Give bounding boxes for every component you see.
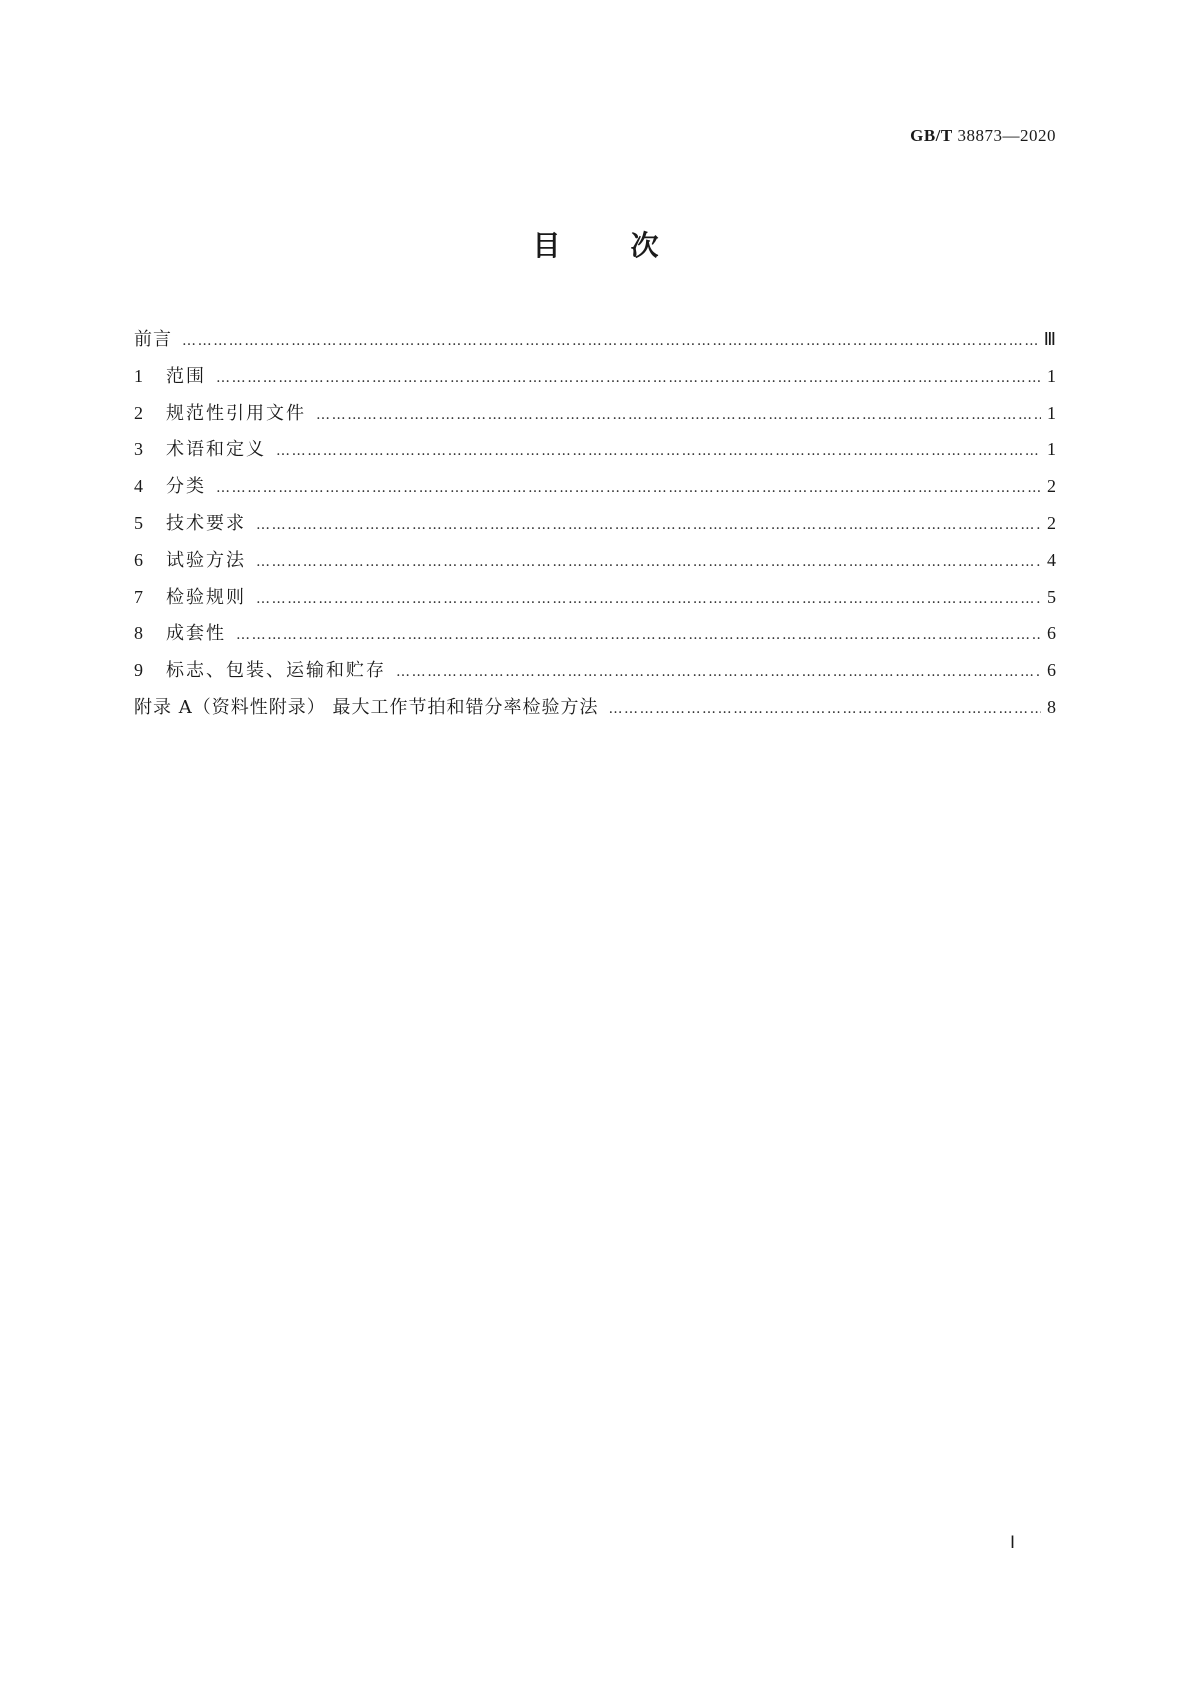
toc-entry-label: 术语和定义 [166, 439, 266, 461]
toc-entry-page: 6 [1047, 623, 1056, 644]
toc-entry-number: 8 [134, 623, 143, 644]
toc-entry-page: 6 [1047, 660, 1056, 681]
toc-entry-label: 成套性 [166, 623, 226, 645]
toc-entry-inspection-rules[interactable] [134, 583, 1056, 620]
standard-code-number: 38873—2020 [957, 126, 1056, 145]
toc-entry-number: 1 [134, 365, 143, 386]
toc-leader [236, 627, 1041, 643]
toc-entry-label: 规范性引用文件 [166, 402, 306, 424]
toc-entry-number: 5 [134, 512, 143, 533]
toc-entry-completeness[interactable] [134, 619, 1056, 656]
toc-entry-label: 标志、包装、运输和贮存 [166, 660, 386, 682]
toc-leader [256, 591, 1041, 607]
toc-entry-number: 4 [134, 476, 143, 497]
toc-entry-label: 技术要求 [166, 512, 246, 534]
toc-leader [182, 333, 1038, 349]
toc-leader [216, 370, 1041, 386]
toc-entry-label: 前言 [134, 329, 172, 350]
toc-entry-number: 3 [134, 439, 143, 460]
toc-entry-label: 检验规则 [166, 586, 246, 608]
toc-entry-number: 2 [134, 402, 143, 423]
toc-entry-normative-references[interactable] [134, 399, 1056, 436]
toc-leader [276, 443, 1041, 459]
page-title [0, 224, 1191, 264]
title-char-2: 次 [630, 229, 659, 262]
toc-entry-scope[interactable] [134, 362, 1056, 399]
toc-entry-label: 分类 [166, 476, 206, 498]
toc-entry-page: 1 [1047, 365, 1056, 386]
toc-entry-classification[interactable] [134, 472, 1056, 509]
toc-entry-marking-packaging[interactable] [134, 656, 1056, 693]
toc-entry-number: 7 [134, 586, 143, 607]
standard-code-prefix: GB/T [910, 126, 953, 145]
toc-entry-number: 6 [134, 549, 143, 570]
toc-entry-number: 9 [134, 660, 143, 681]
toc-leader [216, 480, 1041, 496]
table-of-contents [134, 325, 1056, 730]
toc-entry-page: 1 [1047, 402, 1056, 423]
toc-entry-foreword[interactable] [134, 325, 1056, 362]
toc-entry-page: 4 [1047, 549, 1056, 570]
toc-leader [396, 664, 1041, 680]
standard-code [910, 126, 1056, 146]
toc-entry-label: 范围 [166, 365, 206, 387]
toc-entry-annex-a[interactable] [134, 693, 1056, 730]
toc-entry-page: 8 [1047, 696, 1056, 717]
toc-leader [256, 517, 1041, 533]
toc-entry-requirements[interactable] [134, 509, 1056, 546]
toc-entry-page: 1 [1047, 439, 1056, 460]
toc-entry-test-methods[interactable] [134, 546, 1056, 583]
toc-entry-page: 5 [1047, 586, 1056, 607]
toc-leader [608, 701, 1041, 717]
page-number: Ⅰ [1010, 1533, 1016, 1552]
toc-entry-terms[interactable] [134, 435, 1056, 472]
title-char-1: 目 [532, 229, 561, 262]
toc-entry-page: 2 [1047, 512, 1056, 533]
toc-leader [316, 407, 1041, 423]
toc-entry-label: 试验方法 [166, 549, 246, 571]
toc-entry-page: 2 [1047, 476, 1056, 497]
toc-entry-label: 附录 A（资料性附录） 最大工作节拍和错分率检验方法 [134, 696, 599, 718]
toc-entry-page: Ⅲ [1043, 329, 1056, 349]
toc-leader [256, 554, 1041, 570]
